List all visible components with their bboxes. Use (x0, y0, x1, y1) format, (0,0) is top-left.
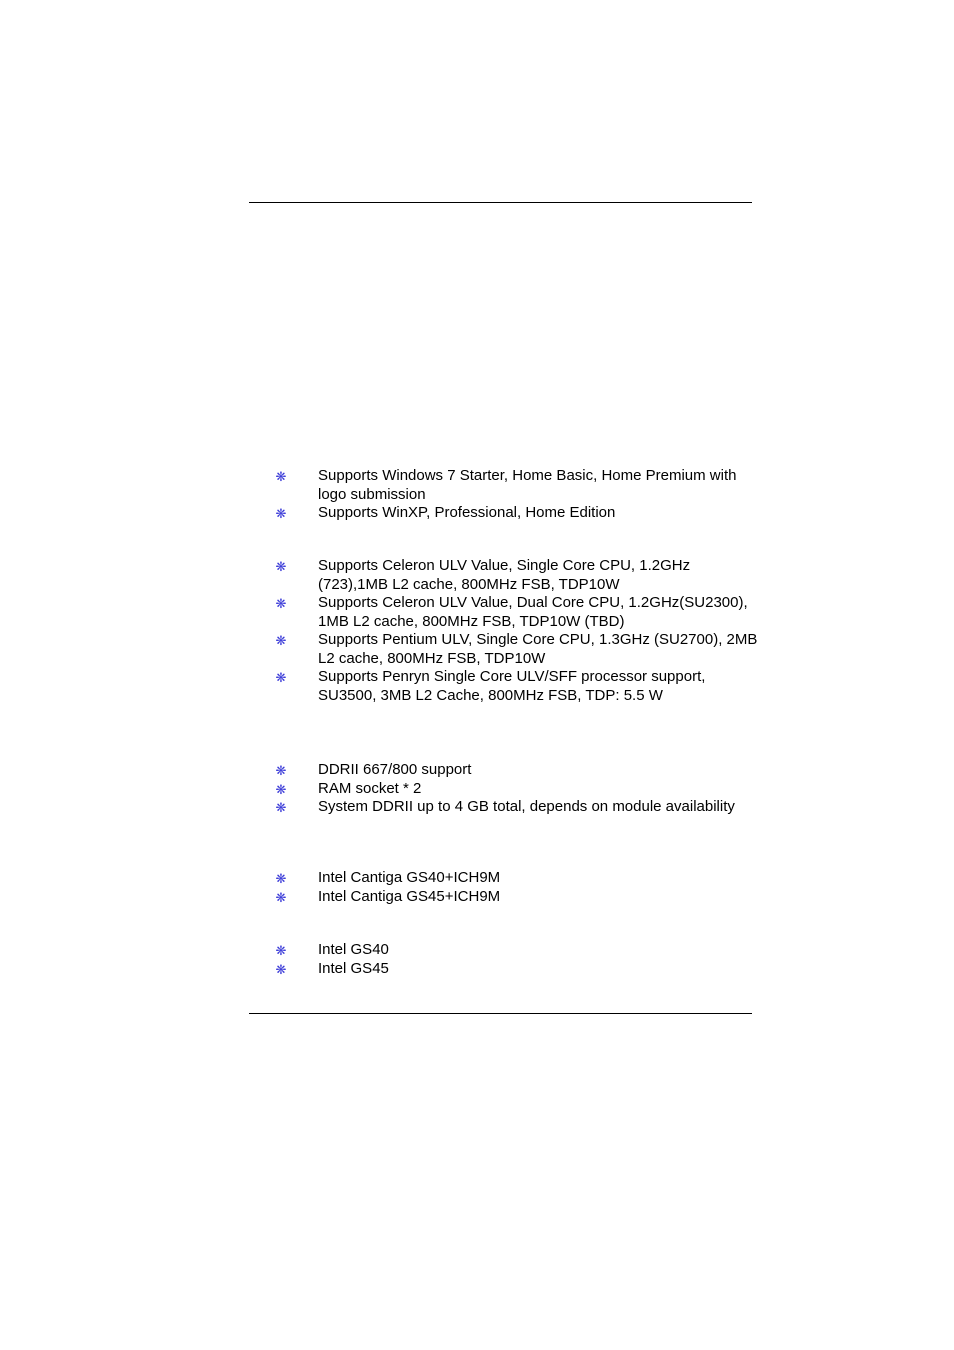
list-item-text: Intel Cantiga GS40+ICH9M (318, 869, 501, 886)
footer-rule (249, 1013, 752, 1014)
list-item-text: Intel Cantiga GS45+ICH9M (318, 887, 501, 905)
list-item-text: DDRII 667/800 support (318, 761, 472, 778)
list-item-text: Supports WinXP, Professional, Home Edition (318, 504, 616, 521)
list-item (268, 631, 758, 668)
snowflake-bullet-icon: ❋ (275, 596, 287, 611)
list-item (268, 780, 758, 799)
list-item-text: Intel GS40 (318, 941, 389, 958)
list-item (268, 888, 758, 907)
list-item-text: Supports Celeron ULV Value, Single Core CPU, 1.2GHz (723),1MB L2 cache, 800MHz FSB, TDP10W (318, 557, 691, 593)
snowflake-bullet-icon: ❋ (275, 871, 287, 886)
list-item (268, 504, 758, 523)
list-item (268, 668, 758, 705)
snowflake-bullet-icon: ❋ (275, 633, 287, 648)
snowflake-bullet-icon: ❋ (275, 506, 287, 521)
cpu-support-list (268, 557, 758, 705)
snowflake-bullet-icon: ❋ (275, 763, 287, 778)
os-support-list (268, 467, 758, 523)
snowflake-bullet-icon: ❋ (275, 670, 287, 685)
list-item (268, 941, 758, 960)
list-item (268, 869, 758, 888)
list-item (268, 798, 758, 817)
list-item-text: Supports Windows 7 Starter, Home Basic, Home Premium with logo submission (318, 467, 737, 503)
list-item-text: Intel GS45 (318, 959, 389, 977)
snowflake-bullet-icon: ❋ (275, 800, 287, 815)
snowflake-bullet-icon: ❋ (275, 943, 287, 958)
list-item-text: System DDRII up to 4 GB total, depends on module availability (318, 798, 735, 815)
list-item-text: RAM socket * 2 (318, 779, 422, 797)
list-item (268, 761, 758, 780)
list-item-text: Supports Celeron ULV Value, Dual Core CPU, 1.2GHz(SU2300), 1MB L2 cache, 800MHz FSB, TDP10W (TBD) (318, 594, 748, 630)
graphics-list (268, 941, 758, 978)
list-item (268, 960, 758, 979)
snowflake-bullet-icon: ❋ (275, 961, 287, 977)
chipset-list (268, 869, 758, 906)
snowflake-bullet-icon: ❋ (275, 469, 287, 484)
list-item (268, 594, 758, 631)
memory-support-list (268, 761, 758, 817)
list-item (268, 557, 758, 594)
list-item-text: Supports Penryn Single Core ULV/SFF processor support, SU3500, 3MB L2 Cache, 800MHz FSB, TDP: 5.5 W (318, 668, 706, 704)
list-item-text: Supports Pentium ULV, Single Core CPU, 1.3GHz (SU2700), 2MB L2 cache, 800MHz FSB, TDP10W (318, 631, 758, 667)
snowflake-bullet-icon: ❋ (275, 781, 287, 797)
list-item (268, 467, 758, 504)
snowflake-bullet-icon: ❋ (275, 889, 287, 905)
snowflake-bullet-icon: ❋ (275, 559, 287, 574)
